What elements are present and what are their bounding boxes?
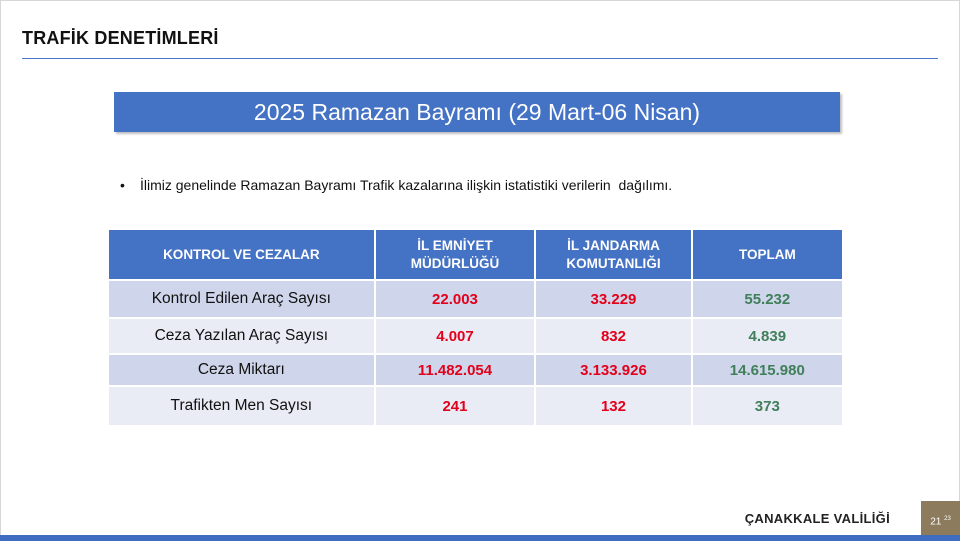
page-number-box: [921, 501, 960, 539]
table-row: [109, 354, 842, 386]
emniyet-value: 241: [375, 386, 536, 426]
bullet-dot: •: [120, 177, 125, 193]
emniyet-value: 22.003: [375, 280, 536, 318]
bottom-accent-bar: [0, 535, 960, 541]
table-row: [109, 280, 842, 318]
page-number-superscript: 23: [944, 516, 951, 522]
header-il-jandarma: İL JANDARMA KOMUTANLIĞI: [535, 230, 691, 280]
section-banner: 2025 Ramazan Bayramı (29 Mart-06 Nisan): [114, 92, 840, 132]
header-kontrol-ve-cezalar: KONTROL VE CEZALAR: [109, 230, 375, 280]
title-divider: [22, 58, 938, 59]
table-header-row: [109, 230, 842, 280]
toplam-value: 373: [692, 386, 842, 426]
emniyet-value: 11.482.054: [375, 354, 536, 386]
row-label: Ceza Yazılan Araç Sayısı: [109, 318, 375, 354]
jandarma-value: 832: [535, 318, 691, 354]
emniyet-value: 4.007: [375, 318, 536, 354]
bullet-text: İlimiz genelinde Ramazan Bayramı Trafik kazalarına ilişkin istatistiki verilerin dağılımı.: [140, 177, 673, 193]
toplam-value: 14.615.980: [692, 354, 842, 386]
slide-title: TRAFİK DENETİMLERİ: [22, 28, 219, 48]
table-row: [109, 386, 842, 426]
bullet-paragraph: [120, 177, 672, 193]
header-il-emniyet: İL EMNİYET MÜDÜRLÜĞÜ: [375, 230, 536, 280]
toplam-value: 55.232: [692, 280, 842, 318]
toplam-value: 4.839: [692, 318, 842, 354]
jandarma-value: 132: [535, 386, 691, 426]
row-label: Ceza Miktarı: [109, 354, 375, 386]
row-label: Kontrol Edilen Araç Sayısı: [109, 280, 375, 318]
jandarma-value: 33.229: [535, 280, 691, 318]
traffic-control-table: [109, 230, 842, 427]
page-number: 21: [930, 516, 942, 528]
header-toplam: TOPLAM: [692, 230, 842, 280]
row-label: Trafikten Men Sayısı: [109, 386, 375, 426]
table-row: [109, 318, 842, 354]
jandarma-value: 3.133.926: [535, 354, 691, 386]
footer-institution-name: ÇANAKKALE VALİLİĞİ: [744, 511, 890, 526]
